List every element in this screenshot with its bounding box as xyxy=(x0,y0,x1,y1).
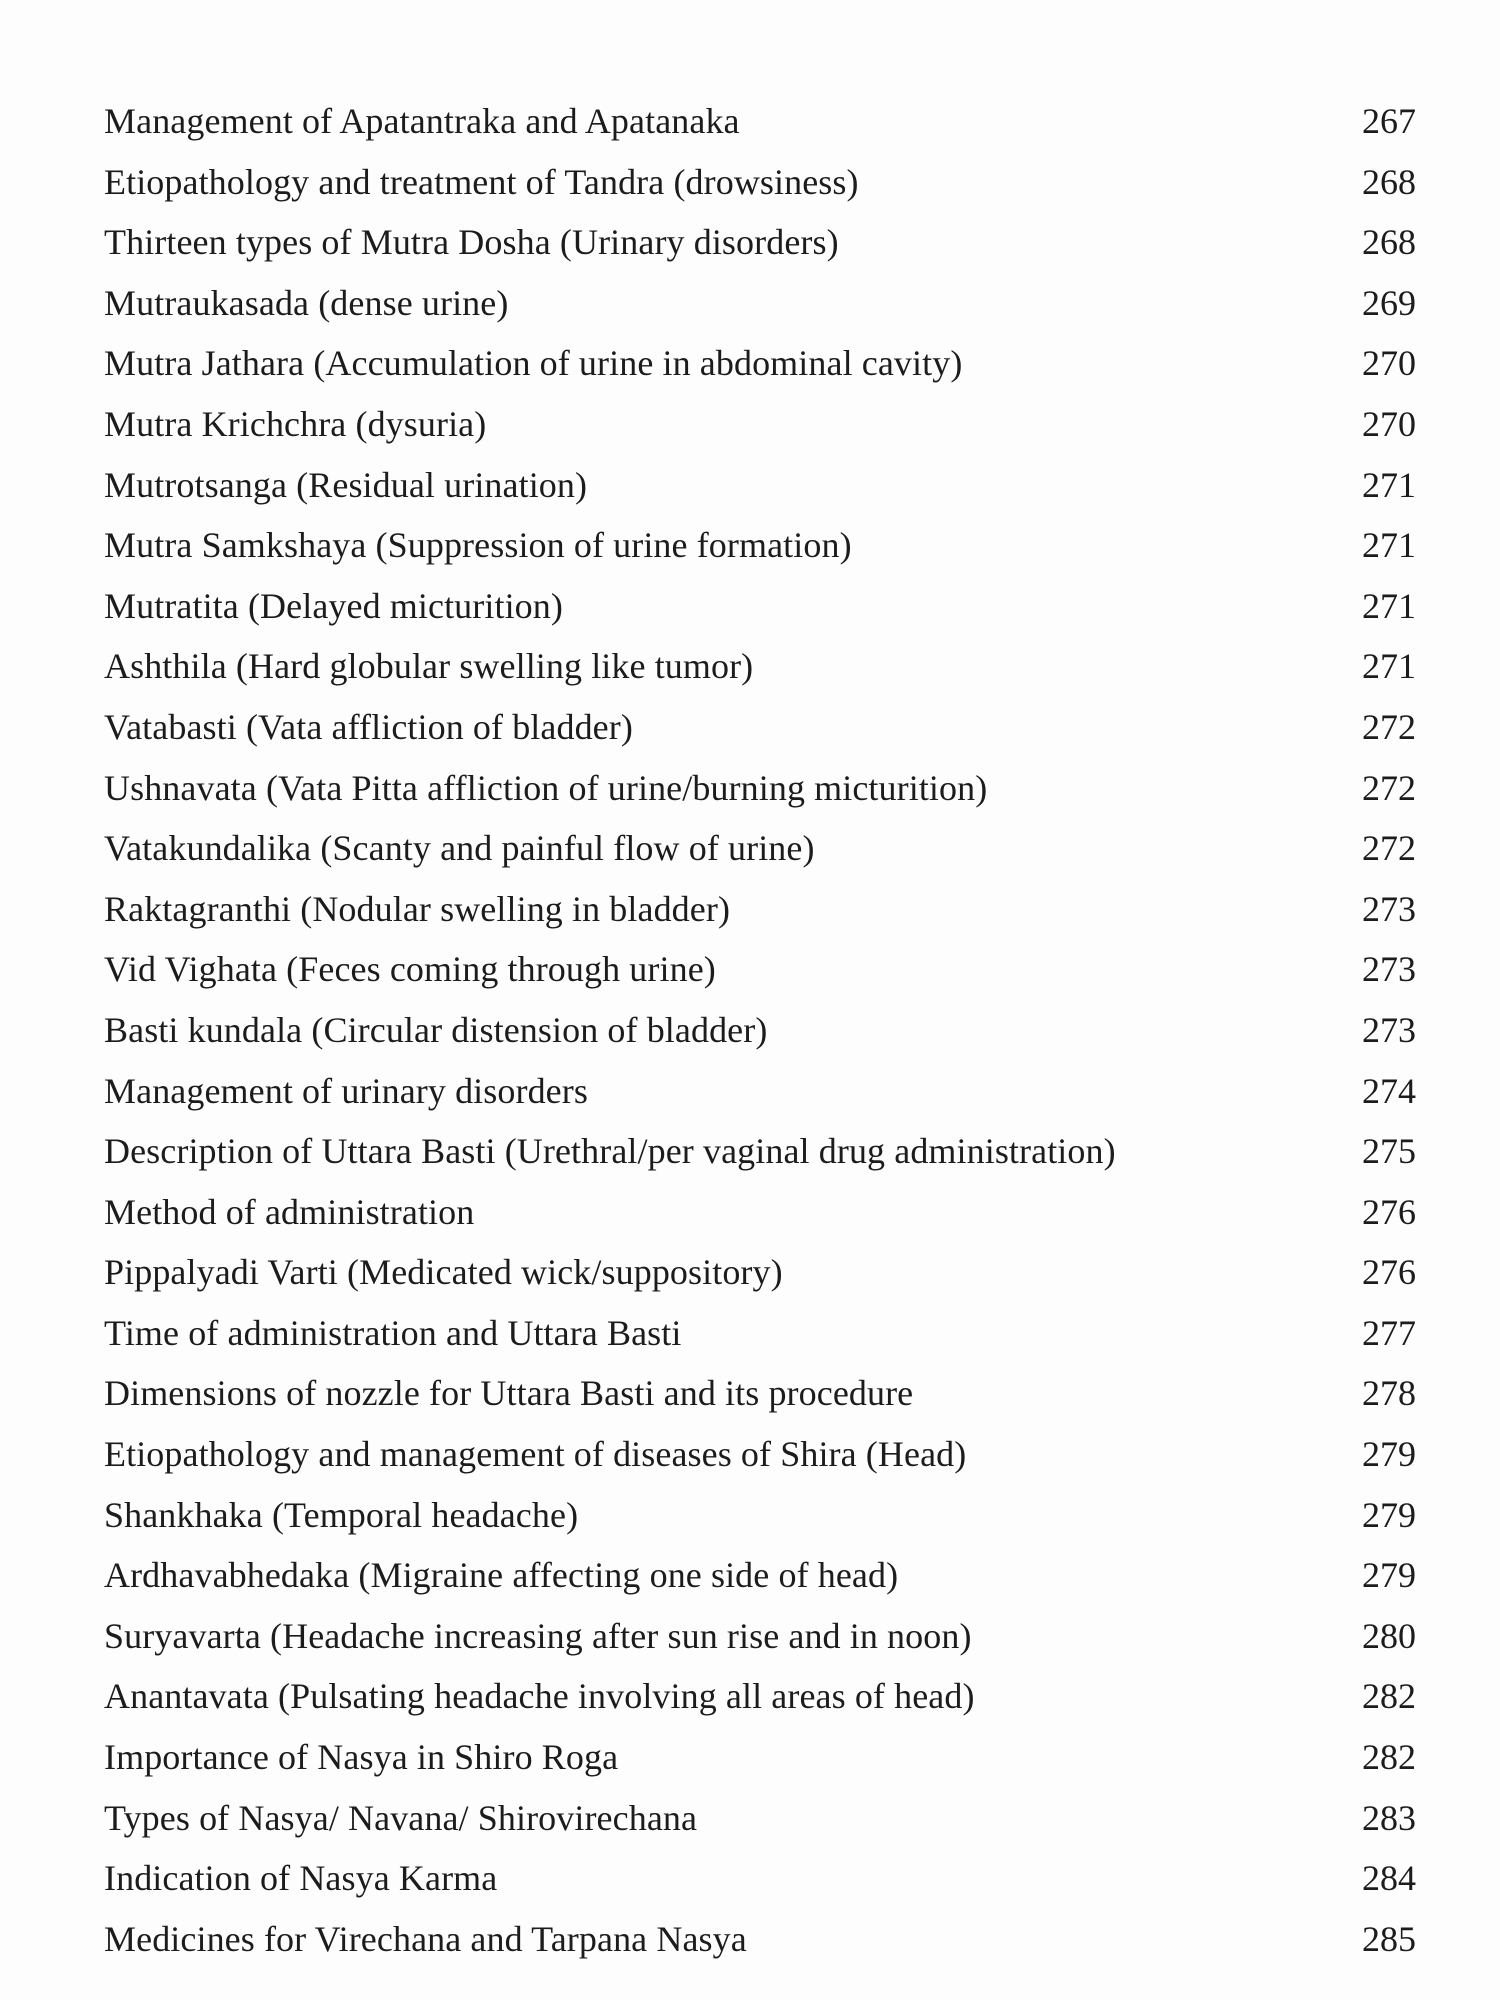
toc-entry xyxy=(104,1857,1416,1918)
toc-entry-page: 283 xyxy=(1362,1797,1416,1838)
toc-entry xyxy=(104,1433,1416,1494)
table-of-contents xyxy=(104,100,1416,1978)
toc-entry-title: Basti kundala (Circular distension of bladder) xyxy=(104,1009,768,1050)
toc-entry xyxy=(104,1554,1416,1615)
toc-entry-page: 282 xyxy=(1362,1737,1416,1778)
toc-entry-title: Mutraukasada (dense urine) xyxy=(104,282,509,323)
toc-entry xyxy=(104,1070,1416,1131)
toc-entry-title: Raktagranthi (Nodular swelling in bladder) xyxy=(104,888,731,929)
toc-entry xyxy=(104,1312,1416,1373)
toc-entry-page: 268 xyxy=(1362,161,1416,202)
toc-entry-title: Vatabasti (Vata affliction of bladder) xyxy=(104,706,633,747)
toc-entry-title: Management of Apatantraka and Apatanaka xyxy=(104,101,740,141)
toc-entry-page: 273 xyxy=(1362,888,1416,929)
toc-entry-page: 273 xyxy=(1362,949,1416,990)
toc-entry xyxy=(104,1130,1416,1191)
toc-entry-page: 271 xyxy=(1362,464,1416,505)
toc-entry-page: 269 xyxy=(1362,282,1416,323)
toc-entry xyxy=(104,1494,1416,1555)
toc-entry xyxy=(104,1251,1416,1312)
toc-entry-page: 274 xyxy=(1362,1070,1416,1111)
toc-entry xyxy=(104,282,1416,343)
toc-entry xyxy=(104,1918,1416,1979)
toc-entry-page: 273 xyxy=(1362,1009,1416,1050)
toc-entry-page: 279 xyxy=(1362,1555,1416,1596)
toc-entry-page: 279 xyxy=(1362,1494,1416,1535)
toc-entry-page: 278 xyxy=(1362,1373,1416,1414)
toc-entry-page: 285 xyxy=(1362,1918,1416,1959)
toc-entry-page: 271 xyxy=(1362,646,1416,687)
toc-entry-title: Importance of Nasya in Shiro Roga xyxy=(104,1737,619,1778)
toc-entry-page: 270 xyxy=(1362,343,1416,384)
toc-entry xyxy=(104,827,1416,888)
toc-entry xyxy=(104,464,1416,525)
toc-entry-page: 268 xyxy=(1362,222,1416,263)
toc-entry-title: Mutrotsanga (Residual urination) xyxy=(104,464,588,505)
toc-entry xyxy=(104,706,1416,767)
toc-entry xyxy=(104,1372,1416,1433)
toc-entry xyxy=(104,585,1416,646)
toc-entry-title: Management of urinary disorders xyxy=(104,1070,588,1111)
toc-entry xyxy=(104,1797,1416,1858)
toc-entry-page: 272 xyxy=(1362,706,1416,747)
toc-entry-page: 267 xyxy=(1362,101,1416,141)
toc-entry-page: 270 xyxy=(1362,403,1416,444)
toc-entry xyxy=(104,100,1416,161)
toc-entry-title: Time of administration and Uttara Basti xyxy=(104,1312,682,1353)
toc-entry xyxy=(104,888,1416,949)
toc-entry-title: Pippalyadi Varti (Medicated wick/suppository) xyxy=(104,1252,783,1293)
toc-entry-title: Mutratita (Delayed micturition) xyxy=(104,585,563,626)
toc-entry-title: Dimensions of nozzle for Uttara Basti and its procedure xyxy=(104,1373,914,1414)
toc-entry-page: 275 xyxy=(1362,1131,1416,1172)
toc-entry xyxy=(104,221,1416,282)
toc-entry-page: 282 xyxy=(1362,1676,1416,1717)
toc-entry-title: Ashthila (Hard globular swelling like tumor) xyxy=(104,646,754,687)
toc-entry-title: Method of administration xyxy=(104,1191,475,1232)
toc-entry-title: Mutra Jathara (Accumulation of urine in abdominal cavity) xyxy=(104,343,963,384)
toc-entry xyxy=(104,1009,1416,1070)
toc-entry-page: 276 xyxy=(1362,1252,1416,1293)
toc-entry-title: Vatakundalika (Scanty and painful flow of urine) xyxy=(104,828,815,869)
toc-entry xyxy=(104,1675,1416,1736)
toc-entry-page: 276 xyxy=(1362,1191,1416,1232)
toc-entry-title: Types of Nasya/ Navana/ Shirovirechana xyxy=(104,1797,698,1838)
toc-entry-page: 272 xyxy=(1362,767,1416,808)
toc-entry xyxy=(104,767,1416,828)
toc-entry-title: Ushnavata (Vata Pitta affliction of urine/burning micturition) xyxy=(104,767,988,808)
toc-entry xyxy=(104,161,1416,222)
toc-entry-title: Ardhavabhedaka (Migraine affecting one side of head) xyxy=(104,1555,899,1596)
toc-entry xyxy=(104,524,1416,585)
toc-entry-page: 280 xyxy=(1362,1615,1416,1656)
toc-entry-title: Description of Uttara Basti (Urethral/per vaginal drug administration) xyxy=(104,1131,1116,1172)
toc-entry-page: 284 xyxy=(1362,1858,1416,1899)
toc-entry xyxy=(104,1736,1416,1797)
toc-entry xyxy=(104,645,1416,706)
toc-entry-title: Etiopathology and treatment of Tandra (drowsiness) xyxy=(104,161,859,202)
toc-entry-page: 277 xyxy=(1362,1312,1416,1353)
toc-entry xyxy=(104,948,1416,1009)
toc-entry-title: Thirteen types of Mutra Dosha (Urinary disorders) xyxy=(104,222,839,263)
toc-entry-title: Mutra Krichchra (dysuria) xyxy=(104,403,487,444)
toc-entry xyxy=(104,1615,1416,1676)
toc-entry-page: 272 xyxy=(1362,828,1416,869)
toc-entry-title: Vid Vighata (Feces coming through urine) xyxy=(104,949,716,990)
toc-entry-title: Medicines for Virechana and Tarpana Nasya xyxy=(104,1918,747,1959)
toc-entry-title: Mutra Samkshaya (Suppression of urine formation) xyxy=(104,525,852,566)
toc-entry-title: Etiopathology and management of diseases of Shira (Head) xyxy=(104,1434,967,1475)
toc-entry-page: 271 xyxy=(1362,525,1416,566)
toc-entry-title: Anantavata (Pulsating headache involving all areas of head) xyxy=(104,1676,975,1717)
toc-entry xyxy=(104,1191,1416,1252)
toc-entry-page: 271 xyxy=(1362,585,1416,626)
toc-entry-page: 279 xyxy=(1362,1434,1416,1475)
toc-entry xyxy=(104,342,1416,403)
toc-entry-title: Indication of Nasya Karma xyxy=(104,1858,498,1899)
toc-entry-title: Suryavarta (Headache increasing after sun rise and in noon) xyxy=(104,1615,972,1656)
toc-entry-title: Shankhaka (Temporal headache) xyxy=(104,1494,579,1535)
toc-entry xyxy=(104,403,1416,464)
